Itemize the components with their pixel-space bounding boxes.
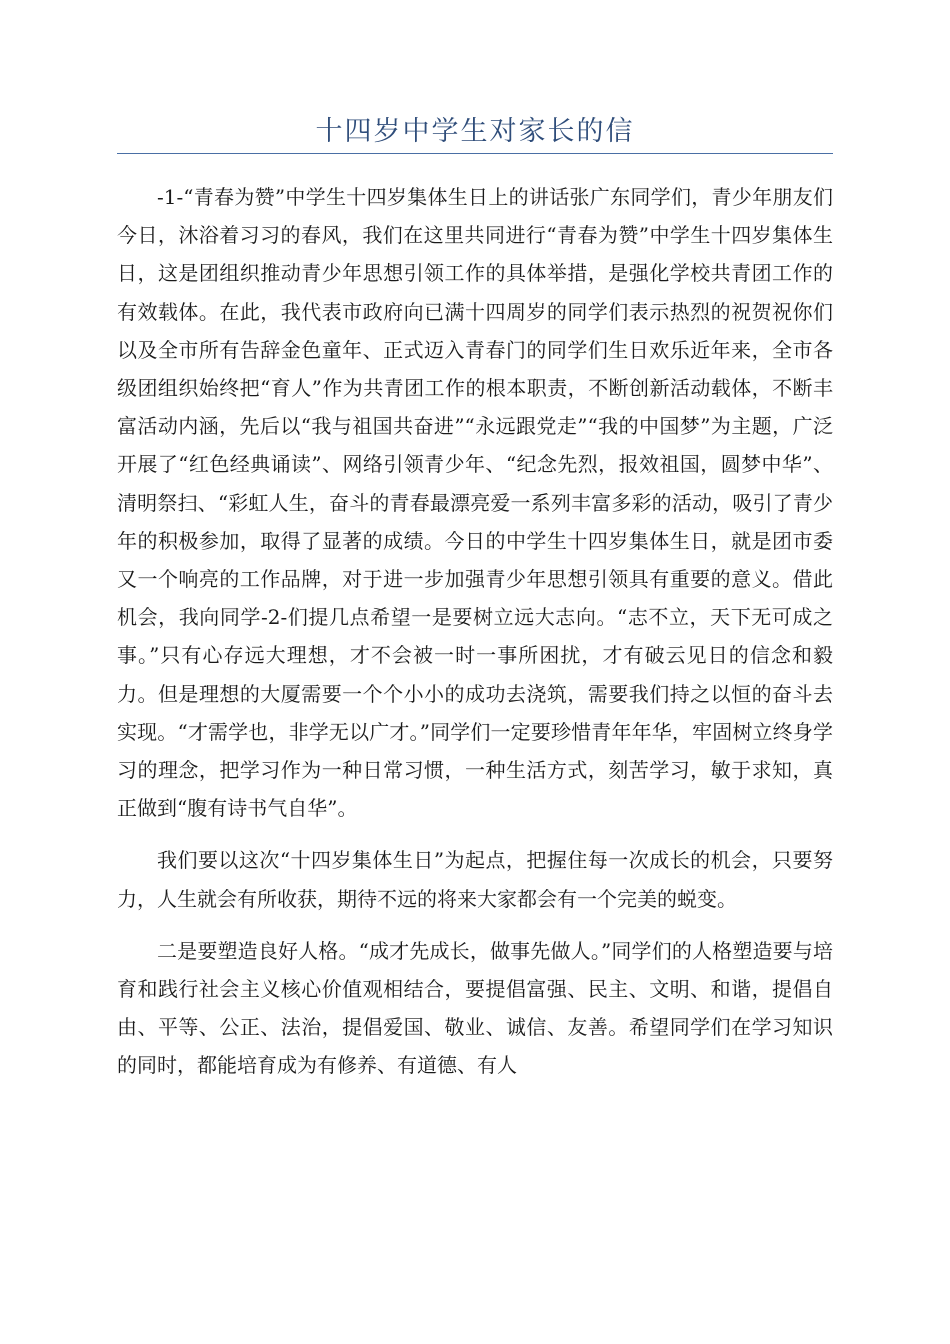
title-underline (117, 153, 833, 154)
paragraph-1: -1-“青春为赞”中学生十四岁集体生日上的讲话张广东同学们，青少年朋友们今日，沐浴着习习的春风，我们在这里共同进行“青春为赞”中学生十四岁集体生日，这是团组织推动青少年思想引领工作的具体举措，是强化学校共青团工作的有效载体。在此，我代表市政府向已满十四周岁的同学们表示热烈的祝贺祝你们以及全市所有告辞金色童年、正式迈入青春门的同学们生日欢乐近年来，全市各级团组织始终把“育人”作为共青团工作的根本职责，不断创新活动载体，不断丰富活动内涵，先后以“我与祖国共奋进”“永远跟党走”“我的中国梦”为主题，广泛开展了“红色经典诵读”、网络引领青少年、“纪念先烈，报效祖国，圆梦中华”、清明祭扫、“彩虹人生，奋斗的青春最漂亮爱一系列丰富多彩的活动，吸引了青少年的积极参加，取得了显著的成绩。今日的中学生十四岁集体生日，就是团市委又一个响亮的工作品牌，对于进一步加强青少年思想引领具有重要的意义。借此机会，我向同学-2-们提几点希望一是要树立远大志向。“志不立，天下无可成之事。”只有心存远大理想，才不会被一时一事所困扰，才有破云见日的信念和毅力。但是理想的大厦需要一个个小小的成功去浇筑，需要我们持之以恒的奋斗去实现。“才需学也，非学无以广才。”同学们一定要珍惜青年年华，牢固树立终身学习的理念，把学习作为一种日常习惯，一种生活方式，刻苦学习，敏于求知，真正做到“腹有诗书气自华”。 (117, 185, 833, 821)
document-body (117, 178, 833, 1085)
paragraph-2: 我们要以这次“十四岁集体生日”为起点，把握住每一次成长的机会，只要努力，人生就会有所收获，期待不远的将来大家都会有一个完美的蜕变。 (117, 848, 833, 911)
document-page (117, 112, 833, 1085)
document-title: 十四岁中学生对家长的信 (315, 116, 635, 147)
paragraph-3: 二是要塑造良好人格。“成才先成长，做事先做人。”同学们的人格塑造要与培育和践行社会主义核心价值观相结合，要提倡富强、民主、文明、和谐，提倡自由、平等、公正、法治，提倡爱国、敬业、诚信、友善。希望同学们在学习知识的同时，都能培育成为有修养、有道德、有人 (117, 938, 833, 1078)
